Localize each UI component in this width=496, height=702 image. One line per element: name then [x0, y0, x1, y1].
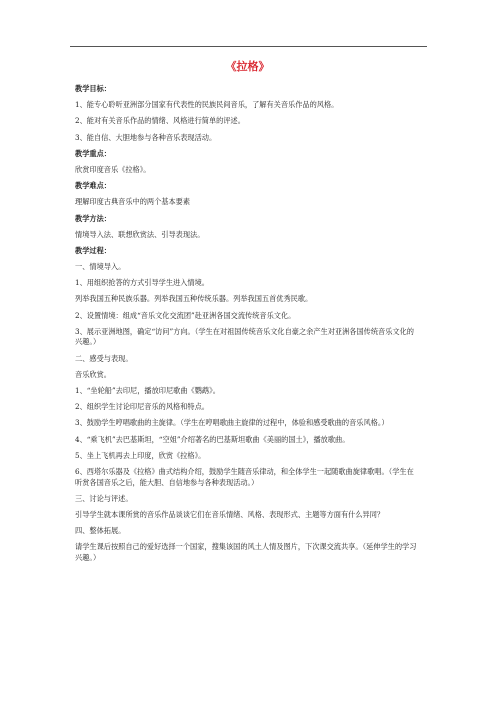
section-heading: 教学难点：	[75, 181, 111, 191]
paragraph: 情境导入法、联想欣赏法、引导表现法。	[75, 229, 205, 239]
document-body	[75, 84, 420, 563]
paragraph: 理解印度古典音乐中的两个基本要素	[75, 197, 191, 207]
paragraph: 三、讨论与评述。	[75, 493, 133, 503]
paragraph: 列举我国五种民族乐器。列举我国五种传统乐器。列举我国五首优秀民歌。	[75, 294, 313, 304]
paragraph: 音乐欣赏。	[75, 369, 111, 379]
paragraph: 3、展示亚洲地图，确定“访问”方向。（学生在对祖国传统音乐文化自豪之余产生对亚洲各国传统音乐文化的兴趣。）	[75, 326, 414, 347]
section-heading: 教学重点：	[75, 148, 111, 158]
paragraph: 6、西塔尔乐器及《拉格》曲式结构介绍，鼓励学生随音乐律动，和全体学生一起随歌曲旋律歌唱。（学生在听赏各国音乐之后，能大胆、自信地参与各种表现活动。）	[75, 466, 414, 487]
document-title: 《拉格》	[225, 60, 270, 73]
paragraph: 2、组织学生讨论印尼音乐的风格和特点。	[75, 402, 209, 412]
paragraph: 3、能自信、大胆地参与各种音乐表现活动。	[75, 132, 217, 142]
paragraph: 1、能专心聆听亚洲部分国家有代表性的民族民间音乐，了解有关音乐作品的风格。	[75, 100, 339, 110]
section-heading: 教学目标：	[75, 84, 111, 93]
paragraph: 2、设置情境：组成“音乐文化交流团”赴亚洲各国交流传统音乐文化。	[75, 310, 296, 320]
paragraph: 请学生课后按照自己的爱好选择一个国家，搜集该国的风土人情及图片，下次课交流共享。（延伸学生的学习兴趣。）	[75, 542, 417, 562]
paragraph: 1、“坐轮船”去印尼，播放印尼歌曲《鹦鹉》。	[75, 385, 220, 395]
paragraph: 1、用组织抢答的方式引导学生进入情境。	[75, 278, 209, 288]
paragraph: 2、能对有关音乐作品的情绪、风格进行简单的评述。	[75, 116, 245, 126]
paragraph: 4、“乘飞机”去巴基斯坦，“空姐”介绍著名的巴基斯坦歌曲《美丽的国土》，播放歌曲。	[75, 434, 350, 444]
paragraph: 5、坐上飞机再去上印度，欣赏《拉格》。	[75, 450, 206, 460]
paragraph: 一、情境导入。	[75, 262, 126, 272]
lesson-plan-document	[75, 60, 420, 569]
paragraph: 3、鼓励学生哼唱歌曲的主旋律。（学生在哼唱歌曲主旋律的过程中，体验和感受歌曲的音乐风格。）	[75, 418, 389, 428]
paragraph: 四、整体拓展。	[75, 526, 126, 536]
paragraph: 二、感受与表现。	[75, 353, 133, 363]
section-heading: 教学过程：	[75, 245, 111, 255]
paragraph: 欣赏印度音乐《拉格》。	[75, 164, 151, 174]
header-rule	[70, 46, 427, 47]
section-heading: 教学方法：	[75, 213, 111, 223]
paragraph: 引导学生就本课所赏的音乐作品谈谈它们在音乐情绪、风格、表现形式、主题等方面有什么异同？	[75, 509, 385, 519]
